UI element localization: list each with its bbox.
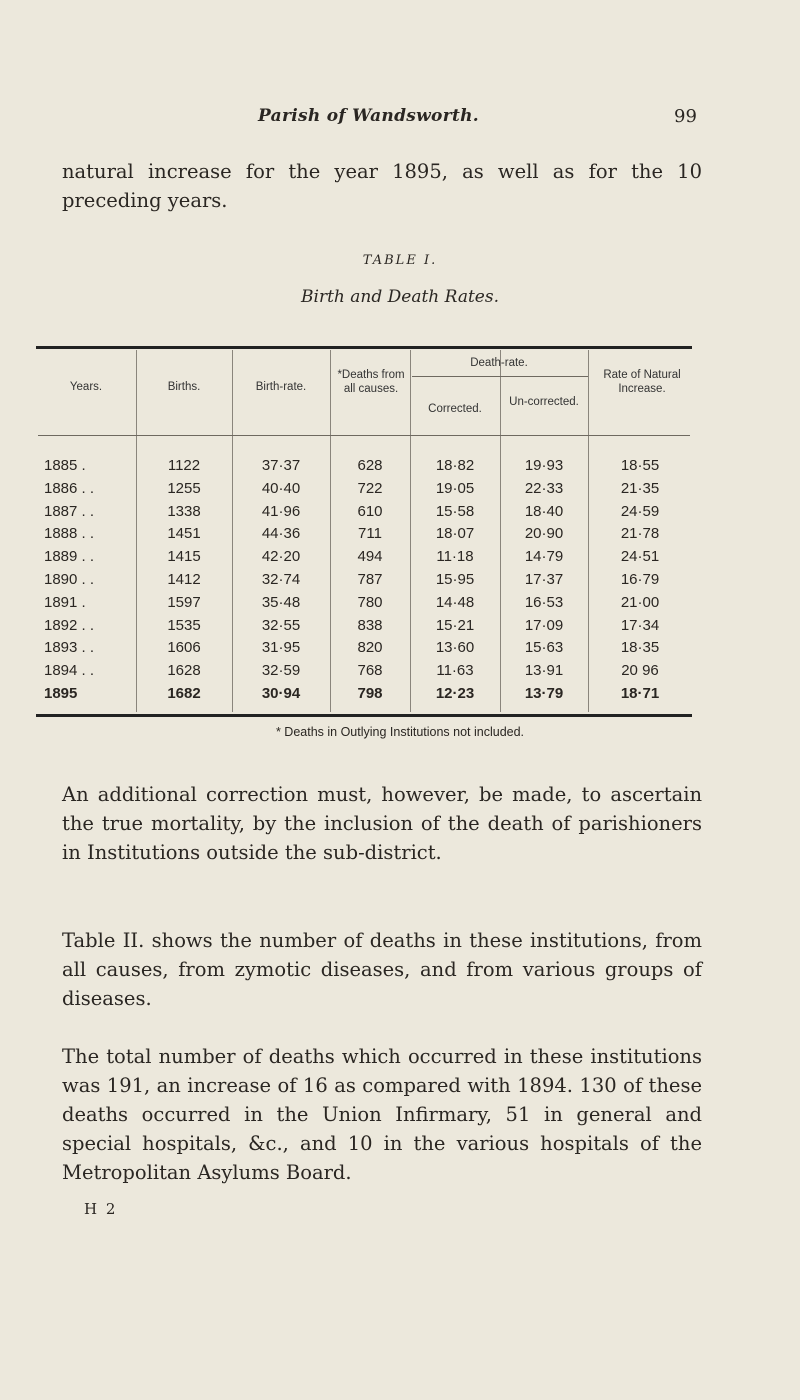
cell-deaths: 787 [357,571,383,588]
header-years: Years. [69,381,103,393]
cell-natural-increase: 20 96 [621,662,659,680]
cell-natural-increase: 24·51 [620,548,660,566]
cell-deaths: 768 [357,662,383,680]
cell-birth-rate: 35·48 [261,593,301,611]
table-bottom-rule [36,714,692,717]
cell-corrected: 15·95 [435,571,475,588]
cell-birth-rate: 37·37 [261,457,301,474]
table-title: Birth and Death Rates. [301,287,499,307]
cell-corrected: 13·60 [435,639,475,657]
death-rate-group-rule [412,376,588,377]
cell-natural-increase: 17·34 [620,616,660,634]
cell-deaths: 780 [357,593,383,611]
cell-deaths: 838 [357,616,383,634]
header-uncorrected: Un-corrected. [509,396,579,408]
cell-births: 1535 [167,616,201,634]
cell-uncorrected: 15·63 [524,639,564,657]
cell-births: 1255 [167,479,201,497]
cell-births: 1451 [167,525,201,543]
cell-year: 1892 . . [44,616,95,634]
cell-birth-rate: 44·36 [261,525,301,543]
cell-birth-rate: 30·94 [261,685,301,702]
cell-births: 1682 [167,685,201,702]
header-birth-rate: Birth-rate. [255,381,307,393]
cell-deaths: 711 [358,525,382,543]
cell-uncorrected: 17·37 [524,571,564,588]
cell-natural-increase: 18·35 [620,639,660,657]
paragraph-table-two: Table II. shows the number of deaths in these institutions, from all causes, from zymotic diseases, and from various groups of diseases. [62,929,702,1010]
cell-natural-increase: 21·35 [620,479,660,497]
cell-births: 1628 [167,662,201,680]
cell-birth-rate: 32·74 [261,571,301,588]
cell-uncorrected: 20·90 [524,525,564,543]
table-footnote: * Deaths in Outlying Institutions not included. [275,725,525,739]
cell-natural-increase: 18·55 [620,457,660,474]
cell-birth-rate: 32·59 [261,662,301,680]
cell-natural-increase: 24·59 [620,502,660,520]
cell-corrected: 12·23 [435,685,475,702]
cell-uncorrected: 17·09 [524,616,564,634]
cell-deaths: 798 [357,685,383,702]
cell-natural-increase: 21·00 [620,593,660,611]
cell-corrected: 11·18 [436,548,474,566]
cell-births: 1597 [167,593,201,611]
cell-deaths: 628 [357,457,383,474]
page-number: 99 [674,106,697,127]
cell-birth-rate: 42·20 [261,548,301,566]
cell-year: 1886 . . [44,479,95,497]
header-death-rate: Death-rate. [470,357,528,369]
cell-year: 1890 . . [44,571,95,588]
header-births: Births. [167,381,201,393]
table-label: TABLE I. [362,253,438,268]
cell-year: 1893 . . [44,639,95,657]
cell-birth-rate: 41·96 [261,502,301,520]
cell-uncorrected: 19·93 [524,457,564,474]
cell-corrected: 14·48 [435,593,475,611]
cell-year: 1885 . [44,457,86,474]
cell-year: 1888 . . [44,525,95,543]
cell-uncorrected: 18·40 [524,502,564,520]
cell-births: 1338 [167,502,201,520]
cell-corrected: 15·58 [435,502,475,520]
cell-births: 1412 [167,571,201,588]
intro-paragraph: natural increase for the year 1895, as well as for the 10 preceding years. [62,160,702,212]
cell-natural-increase: 18·71 [620,685,660,702]
paragraph-institutions: The total number of deaths which occurred in these institutions was 191, an increase of 16 as compared with 1894. 130 of these deaths occurred in the Union Infirmary, 51 in general and special hospitals, &c., and 10 in the various hospitals of the Metropolitan Asylums Board. [62,1045,702,1184]
cell-natural-increase: 16·79 [620,571,660,588]
cell-deaths: 722 [357,479,383,497]
cell-deaths: 494 [357,548,383,566]
header-bottom-rule [38,435,690,436]
signature-mark: H 2 [84,1200,118,1218]
cell-births: 1415 [167,548,201,566]
cell-year: 1887 . . [44,502,95,520]
header-natural-increase: Rate of Natural Increase. [603,369,681,395]
cell-uncorrected: 13·91 [524,662,564,680]
cell-uncorrected: 13·79 [524,685,564,702]
cell-births: 1606 [167,639,201,657]
cell-corrected: 11·63 [436,662,474,680]
cell-births: 1122 [167,457,201,474]
paragraph-correction: An additional correction must, however, be made, to ascertain the true mortality, by the inclusion of the death of parishioners in Institutions outside the sub-district. [62,783,702,864]
cell-uncorrected: 14·79 [524,548,564,566]
cell-year: 1889 . . [44,548,95,566]
header-deaths: *Deaths from all causes. [337,369,405,395]
cell-deaths: 820 [357,639,383,657]
table-top-rule [36,346,692,349]
header-corrected: Corrected. [428,403,482,415]
cell-corrected: 18·82 [435,457,475,474]
cell-year: 1894 . . [44,662,95,680]
page-header [0,106,800,136]
cell-birth-rate: 31·95 [261,639,301,657]
cell-year: 1895 [44,685,78,702]
cell-corrected: 15·21 [435,616,475,634]
running-title: Parish of Wandsworth. [258,106,479,126]
cell-uncorrected: 22·33 [524,479,564,497]
cell-corrected: 19·05 [435,479,475,497]
cell-year: 1891 . [44,593,86,611]
cell-deaths: 610 [357,502,383,520]
cell-birth-rate: 40·40 [261,479,301,497]
cell-birth-rate: 32·55 [261,616,301,634]
cell-uncorrected: 16·53 [524,593,564,611]
cell-corrected: 18·07 [435,525,475,543]
cell-natural-increase: 21·78 [620,525,660,543]
